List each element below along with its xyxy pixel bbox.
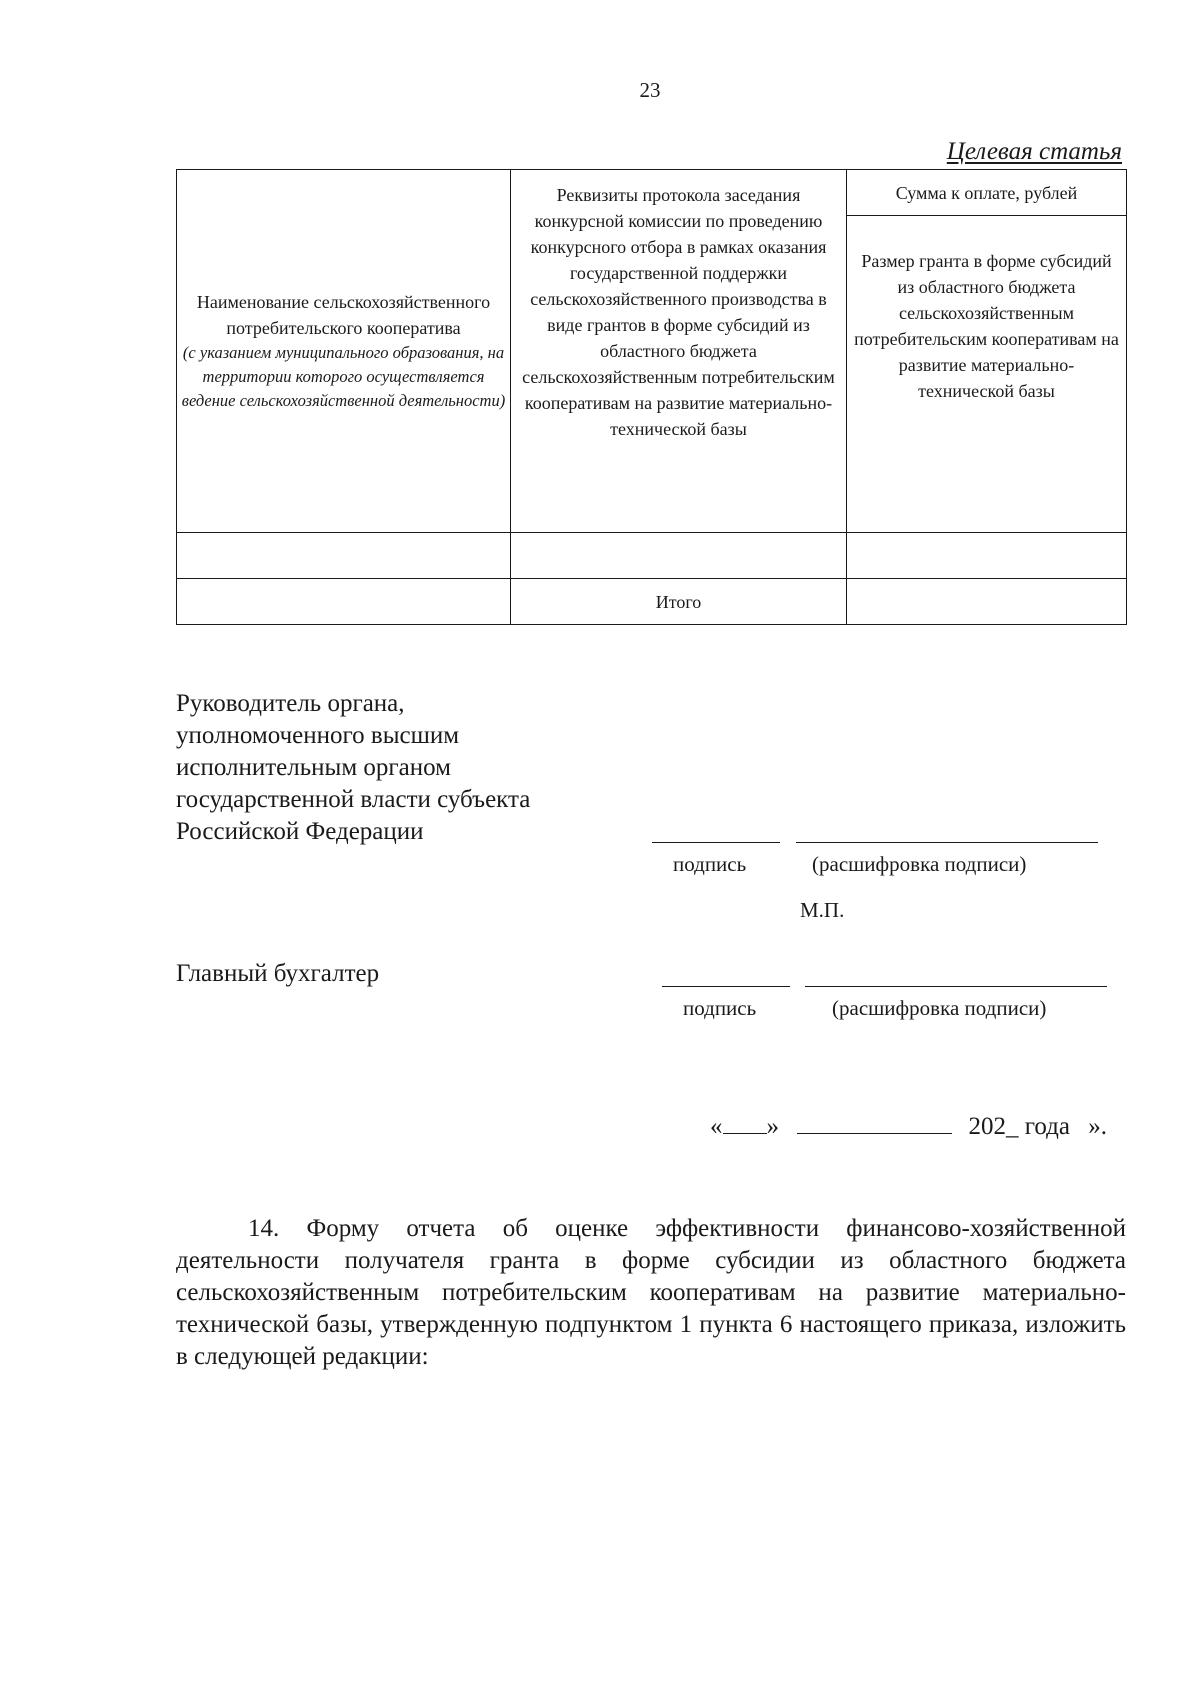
- accountant-signature-caption: подпись: [683, 996, 757, 1020]
- chief-accountant-title: Главный бухгалтер: [176, 960, 380, 987]
- date-year-text: 202_ года: [968, 1113, 1070, 1140]
- date-end-quote: ».: [1088, 1113, 1107, 1140]
- table-header-row: [177, 170, 1127, 216]
- header-cooperative-name-note: (с указанием муниципального образования, на территории которого осуществляется ведение сельскохозяйственной деятельности): [181, 343, 506, 410]
- header-grant-size: [847, 216, 1127, 533]
- header-grant-size-text: Размер гранта в форме субсидий из областного бюджета сельскохозяйственным потребительским кооперативам на развитие материально-технической базы: [854, 251, 1119, 401]
- head-decoding-line: [796, 842, 1098, 843]
- date-close-quote: »: [766, 1113, 779, 1140]
- table-cell: [177, 533, 511, 579]
- target-article-label: Целевая статья: [946, 138, 1122, 165]
- header-cooperative-name-text: Наименование сельскохозяйственного потребительского кооператива: [196, 292, 491, 338]
- head-title-line: государственной власти субъекта: [176, 786, 531, 813]
- head-of-authority-title: [176, 688, 616, 848]
- amendment-paragraph: [176, 1213, 1126, 1373]
- date-line: [710, 1113, 1107, 1141]
- table-cell: [847, 533, 1127, 579]
- accountant-decoding-caption: (расшифровка подписи): [832, 996, 1047, 1020]
- grant-report-table: [176, 169, 1127, 625]
- date-month-blank: [797, 1133, 952, 1134]
- total-value-cell: [847, 579, 1127, 625]
- table-cell: [511, 533, 847, 579]
- head-title-line: Российской Федерации: [176, 818, 424, 845]
- table-row: [177, 533, 1127, 579]
- page-number: 23: [639, 78, 661, 102]
- paragraph-text: 14. Форму отчета об оценке эффективности финансово-хозяйственной деятельности получателя гранта в форме субсидии из областного бюджета сельскохозяйственным потребительским кооперативам на развитие материально-технической базы, утвержденную подпунктом 1 пункта 6 настоящего приказа, изложить в следующей редакции:: [176, 1215, 1126, 1370]
- table-total-row: [177, 579, 1127, 625]
- stamp-place-label: М.П.: [800, 898, 845, 922]
- date-open-quote: «: [710, 1113, 723, 1140]
- head-signature-line: [652, 842, 780, 843]
- head-title-line: уполномоченного высшим: [176, 722, 460, 749]
- header-cooperative-name: [177, 170, 511, 533]
- header-protocol-details-text: Реквизиты протокола заседания конкурсной комиссии по проведению конкурсного отбора в рамках оказания государственной поддержки сельскохозяйственного производства в виде грантов в форме субсидий из областного бюджета сельскохозяйственным потребительским кооперативам на развитие материально-технической базы: [522, 185, 835, 439]
- head-title-line: исполнительным органом: [176, 754, 451, 781]
- head-signature-caption: подпись: [673, 852, 747, 876]
- head-decoding-caption: (расшифровка подписи): [812, 852, 1027, 876]
- total-label: Итого: [511, 579, 847, 625]
- header-protocol-details: [511, 170, 847, 533]
- table-cell: [177, 579, 511, 625]
- accountant-decoding-line: [805, 986, 1107, 987]
- date-day-blank: [723, 1133, 767, 1134]
- head-title-line: Руководитель органа,: [176, 690, 405, 717]
- header-amount-to-pay-text: Сумма к оплате, рублей: [895, 182, 1078, 203]
- header-amount-to-pay: [847, 170, 1127, 216]
- accountant-signature-line: [662, 986, 790, 987]
